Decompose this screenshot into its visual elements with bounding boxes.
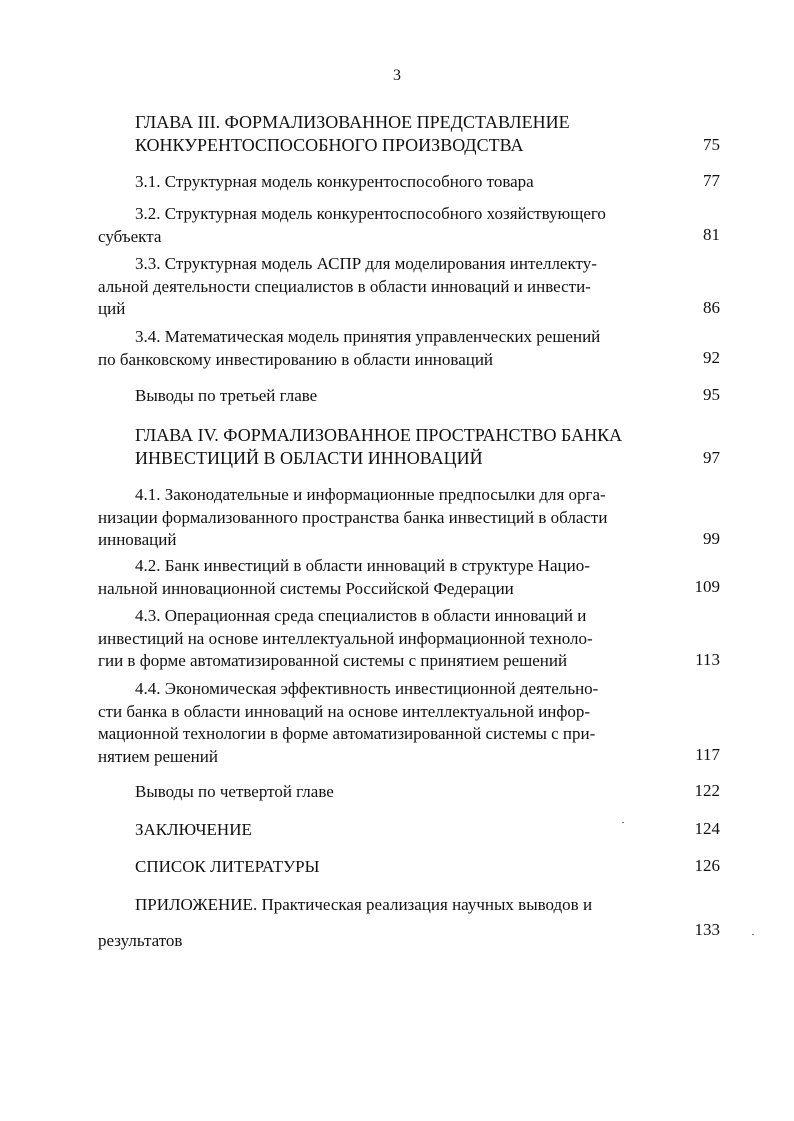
chapter-4-title-line-2: ИНВЕСТИЦИЙ В ОБЛАСТИ ИННОВАЦИЙ (135, 447, 483, 468)
toc-page-number: 113 (695, 650, 720, 669)
toc-entry-4-4 (98, 678, 720, 768)
toc-entry-summary-4 (98, 781, 720, 804)
entry-4-3-line-3: гии в форме автоматизированной системы с принятием решений (98, 651, 568, 670)
summary-4-line-1: Выводы по четвертой главе (135, 782, 334, 801)
toc-page-number: 133 (694, 920, 720, 939)
summary-3-line-1: Выводы по третьей главе (135, 386, 318, 405)
toc-entry-4-2 (98, 555, 720, 600)
conclusion-line-1: ЗАКЛЮЧЕНИЕ (135, 820, 252, 839)
chapter-4-title-line-1: ГЛАВА IV. ФОРМАЛИЗОВАННОЕ ПРОСТРАНСТВО БАНКА (135, 425, 623, 445)
scan-speck (752, 934, 754, 935)
entry-4-3-line-2: инвестиций на основе интеллектуальной информационной техноло- (98, 628, 593, 648)
page-number: 3 (393, 67, 401, 84)
entry-4-4-line-4: нятием решений (98, 746, 218, 766)
appendix-line-1: ПРИЛОЖЕНИЕ. Практическая реализация научных выводов и (135, 895, 593, 914)
toc-entry-chapter-3 (98, 111, 720, 156)
appendix-line-2: результатов (98, 931, 183, 950)
entry-4-4-line-3: мационной технологии в форме автоматизированной системы с при- (98, 724, 596, 743)
toc-page-number: 117 (695, 745, 720, 764)
toc-entry-appendix (98, 894, 720, 950)
entry-3-3-line-2: альной деятельности специалистов в области инноваций и инвести- (98, 276, 591, 296)
entry-3-1-line-1: 3.1. Структурная модель конкурентоспособного товара (135, 172, 534, 191)
chapter-3-title-line-1: ГЛАВА III. ФОРМАЛИЗОВАННОЕ ПРЕДСТАВЛЕНИЕ (135, 112, 570, 132)
entry-4-4-line-1: 4.4. Экономическая эффективность инвестиционной деятельно- (135, 679, 599, 698)
toc-page-number: 75 (703, 135, 720, 154)
toc-page-number: 122 (694, 781, 720, 800)
entry-4-2-line-2: нальной инновационной системы Российской Федерации (98, 578, 514, 598)
toc-entry-conclusion (98, 819, 720, 842)
toc-page-number: 97 (703, 448, 720, 467)
toc-entry-bibliography (98, 856, 720, 879)
entry-4-4-line-2: сти банка в области инноваций на основе интеллектуальной инфор- (98, 701, 591, 721)
entry-4-2-line-1: 4.2. Банк инвестиций в области инноваций в структуре Нацио- (135, 556, 590, 575)
toc-page-number: 77 (703, 171, 720, 190)
toc-entry-chapter-4 (98, 424, 720, 469)
entry-4-1-line-2: низации формализованного пространства банка инвестиций в области (98, 507, 608, 527)
toc-page-number: 99 (703, 529, 720, 548)
entry-3-4-line-2: по банковскому инвестированию в области инноваций (98, 349, 494, 369)
toc-page-number: 109 (694, 577, 720, 596)
entry-3-2-line-1: 3.2. Структурная модель конкурентоспособного хозяйствующего (135, 204, 606, 223)
toc-entry-4-3 (98, 605, 720, 673)
toc-page-number: 92 (703, 348, 720, 367)
entry-3-4-line-1: 3.4. Математическая модель принятия управленческих решений (135, 327, 601, 346)
bibliography-line-1: СПИСОК ЛИТЕРАТУРЫ (135, 857, 320, 876)
entry-3-2-line-2: субъекта (98, 226, 162, 246)
entry-4-3-line-1: 4.3. Операционная среда специалистов в области инноваций и (135, 606, 587, 625)
entry-3-3-line-1: 3.3. Структурная модель АСПР для моделирования интеллекту- (135, 254, 597, 273)
toc-entry-3-3 (98, 253, 720, 321)
toc-page-number: 81 (703, 225, 720, 244)
scan-speck (622, 822, 624, 823)
entry-3-3-line-3: ций (98, 299, 126, 318)
toc-page-number: 95 (703, 385, 720, 404)
toc-entry-3-4 (98, 326, 720, 371)
toc-entry-3-2 (98, 203, 720, 248)
toc-entry-summary-3 (98, 385, 720, 408)
entry-4-1-line-1: 4.1. Законодательные и информационные предпосылки для орга- (135, 485, 606, 504)
toc-entry-4-1 (98, 484, 720, 552)
entry-4-1-line-3: инноваций (98, 530, 177, 549)
toc-entry-3-1 (98, 171, 720, 194)
chapter-3-title-line-2: КОНКУРЕНТОСПОСОБНОГО ПРОИЗВОДСТВА (135, 134, 524, 155)
toc-page-number: 86 (703, 298, 720, 317)
toc-page-number: 124 (694, 819, 720, 838)
toc-page-number: 126 (694, 856, 720, 875)
